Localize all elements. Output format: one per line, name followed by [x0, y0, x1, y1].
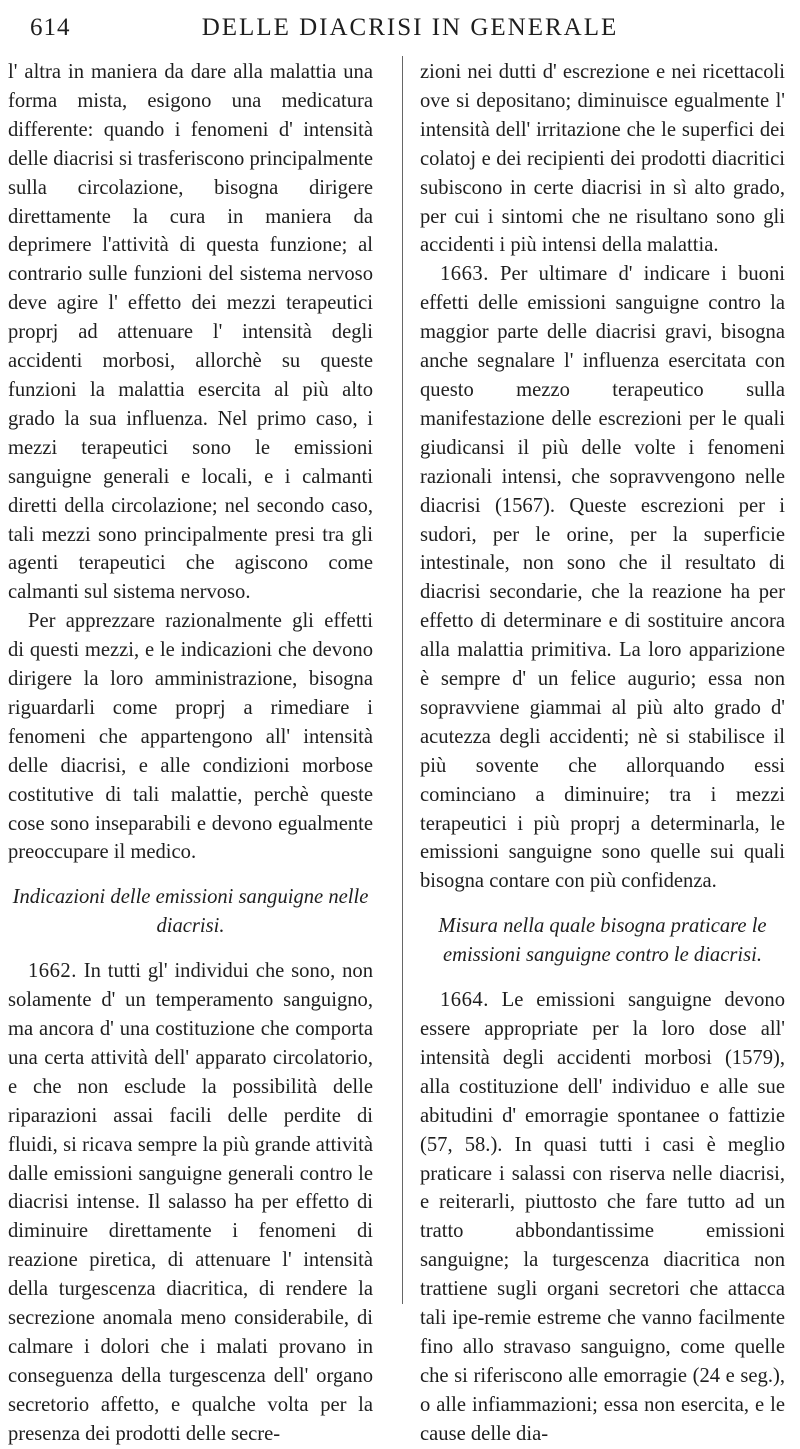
section-heading-misura: Misura nella quale bisogna praticare le emissioni sanguigne contro le diacrisi. — [438, 915, 767, 967]
left-column — [8, 58, 373, 1449]
page-number: 614 — [30, 14, 71, 41]
right-paragraph-2 — [420, 260, 785, 896]
running-head: DELLE DIACRISI IN GENERALE — [201, 14, 619, 41]
left-paragraph-3 — [8, 957, 373, 1448]
paragraph-text: Per ultimare d' indicare i buoni effetti delle emissioni sanguigne contro la maggior parte delle diacrisi gravi, bisogna anche segnalare l' influenza esercitata con questo mezzo terapeutico sulla manifestazione delle escrezioni per le quali giudicansi il più delle volte i fenomeni razionali intensi, che sopravvengono nelle diacrisi (1567). Queste escrezioni per i sudori, per le orine, per la superficie intestinale, non sono che il resultato di diacrisi secondarie, che la reazione ha per effetto di determinare e di sostituire ancora alla malattia primitiva. La loro apparizione è sempre d' un felice augurio; essa non sopravviene giammai al più alto grado d' acutezza degli accidenti; nè si stabilisce il più sovente che allorquando essi cominciano a diminuire; tra i mezzi terapeutici i più proprj a determinarla, le emissioni sanguigne sono quelle sui quali bisogna contare con più confidenza. — [420, 263, 785, 893]
left-paragraph-2: Per apprezzare razionalmente gli effetti di questi mezzi, e le indicazioni che devono dirigere la loro amministrazione, bisogna riguardarli come proprj a rimediare i fenomeni che appartengono all' intensità delle diacrisi, e alle condizioni morbose costitutive di tali malattie, perchè queste cose sono inseparabili e devono egualmente preoccupare il medico. — [8, 610, 373, 864]
left-paragraph-1: l' altra in maniera da dare alla malattia una forma mista, esigono una medicatura differente: quando i fenomeni d' intensità delle diacrisi si trasferiscono principalmente sulla circolazione, bisogna dirigere direttamente la cura in maniera da deprimere l'attività di questa funzione; al contrario sulle funzioni del sistema nervoso deve agire l' effetto dei mezzi terapeutici proprj ad attenuare l' intensità degli accidenti morbosi, allorchè su queste funzioni la malattia esercita al più alto grado la sua influenza. Nel primo caso, i mezzi terapeutici sono le emissioni sanguigne generali e locali, e i calmanti diretti della circolazione; nel secondo caso, tali mezzi sono principalmente presi tra gli agenti terapeutici che agiscono come calmanti sul sistema nervoso. — [8, 61, 373, 604]
right-paragraph-3 — [420, 986, 785, 1449]
section-heading-indicazioni: Indicazioni delle emissioni sanguigne nelle diacrisi. — [12, 886, 369, 938]
right-column — [420, 58, 785, 1449]
paragraph-text: Le emissioni sanguigne devono essere appropriate per la loro dose all' intensità degli accidenti morbosi (1579), alla costituzione dell' individuo e alle sue abitudini d' emorragie spontanee o fattizie (57, 58.). In quasi tutti i casi è meglio praticare i salassi con riserva nelle diacrisi, e reiterarli, piuttosto che fare tutto ad un tratto abbondantissime emissioni sanguigne; la turgescenza diacritica non trattiene sugli organi secretori che attacca tali ipe-remie estreme che vanno facilmente fino allo stravaso sanguigno, come quelle che si riferiscono alle emorragie (24 e seg.), o alle infiammazioni; essa non esercita, e le cause delle dia- — [420, 989, 785, 1445]
paragraph-number: 1663. — [440, 263, 489, 286]
paragraph-text: In tutti gl' individui che sono, non solamente d' un temperamento sanguigno, ma ancora d' una costituzione che comporta una certa attività dell' apparato circolatorio, e che non esclude la possibilità delle riparazioni assai facili delle perdite di fluidi, si ricava sempre la più grande attività dalle emissioni sanguigne generali contro le diacrisi intense. Il salasso ha per effetto di diminuire direttamente i fenomeni di reazione piretica, di attenuare l' intensità della turgescenza diacritica, di rendere la secrezione anomala meno considerabile, di calmare i dolori che i malati provano in conseguenza della turgescenza dell' organo secretorio affetto, e qualche volta per la presenza dei prodotti delle secre- — [8, 960, 373, 1445]
right-paragraph-1: zioni nei dutti d' escrezione e nei ricettacoli ove si depositano; diminuisce egualmente l' intensità dell' irritazione che le superfici dei colatoj e dei recipienti dei prodotti diacritici subiscono in certe diacrisi in sì alto grado, per cui i sintomi che ne risultano sono gli accidenti i più intensi della malattia. — [420, 61, 785, 257]
paragraph-number: 1662. — [28, 960, 77, 983]
page-header — [30, 14, 770, 54]
column-divider — [402, 56, 403, 1304]
paragraph-number: 1664. — [440, 989, 489, 1012]
